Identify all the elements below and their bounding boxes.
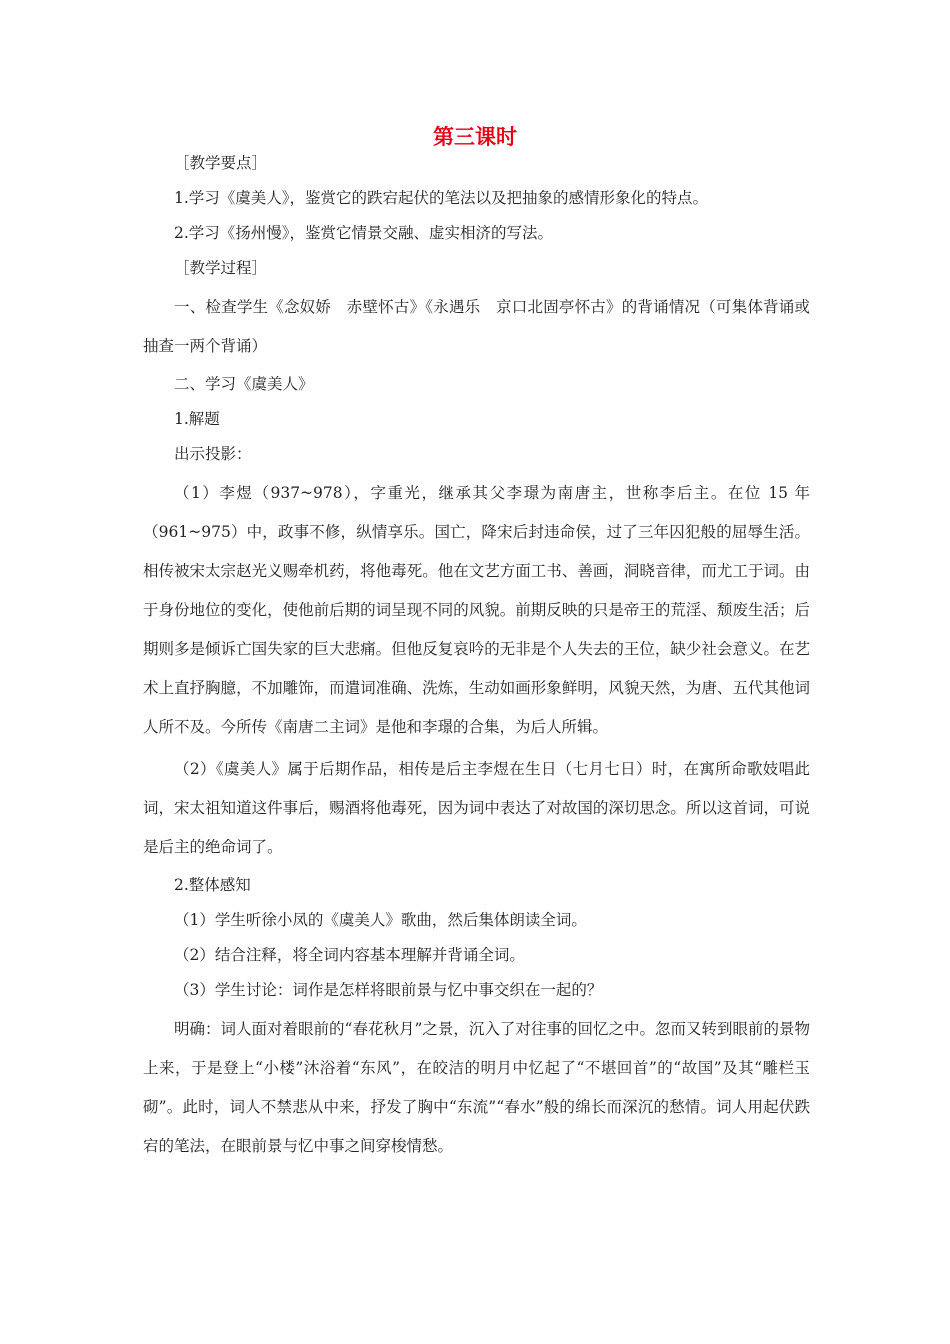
activity-2: （2）结合注释，将全词内容基本理解并背诵全词。 [174, 946, 525, 964]
key-point-1: 1.学习《虞美人》，鉴赏它的跌宕起伏的笔法以及把抽象的感情形象化的特点。 [174, 189, 709, 207]
document-body [143, 148, 810, 1169]
step-1-recitation-check: 一、检查学生《念奴娇 赤壁怀古》《永遇乐 京口北固亭怀古》的背诵情况（可集体背诵或抽查一两个背诵） [143, 298, 810, 355]
activity-3: （3）学生讨论：词作是怎样将眼前景与忆中事交织在一起的？ [174, 981, 603, 999]
subheading-overall-perception: 2.整体感知 [174, 876, 251, 894]
projection-label: 出示投影： [174, 445, 252, 463]
step-2-heading: 二、学习《虞美人》 [174, 375, 314, 393]
section-heading-process: ［教学过程］ [174, 259, 268, 277]
subheading-title-explanation: 1.解题 [174, 410, 220, 428]
activity-1: （1）学生听徐小凤的《虞美人》歌曲，然后集体朗读全词。 [174, 911, 587, 929]
author-introduction: （1）李煜（937~978），字重光，继承其父李璟为南唐主，世称李后主。在位 15 年（961~975）中，政事不修，纵情享乐。国亡，降宋后封违命侯，过了三年囚犯般的屈辱生活。相传被宋太宗赵光义赐牵机药，将他毒死。他在文艺方面工书、善画，洞晓音律，而尤工于词。由于身份地位的变化，使他前后期的词呈现不同的风貌。前期反映的只是帝王的荒淫、颓废生活；后期则多是倾诉亡国失家的巨大悲痛。但他反复哀吟的无非是个人失去的王位，缺少社会意义。在艺术上直抒胸臆，不加雕饰，而遣词准确、洗炼，生动如画形象鲜明，风貌天然，为唐、五代其他词人所不及。今所传《南唐二主词》是他和李璟的合集，为后人所辑。 [143, 484, 810, 736]
poem-background: （2）《虞美人》属于后期作品，相传是后主李煜在生日（七月七日）时，在寓所命歌妓唱此词，宋太祖知道这件事后，赐酒将他毒死，因为词中表达了对故国的深切思念。所以这首词，可说是后主的绝命词了。 [143, 760, 810, 856]
lesson-title: 第三课时 [433, 125, 517, 149]
key-point-2: 2.学习《扬州慢》，鉴赏它情景交融、虚实相济的写法。 [174, 224, 554, 242]
section-heading-key-points: ［教学要点］ [174, 154, 268, 172]
clarification-paragraph: 明确：词人面对着眼前的“春花秋月”之景，沉入了对往事的回忆之中。忽而又转到眼前的景物上来，于是登上“小楼”沐浴着“东风”，在皎洁的明月中忆起了“不堪回首”的“故国”及其“雕栏玉砌”。此时，词人不禁悲从中来，抒发了胸中“东流”“春水”般的绵长而深沉的愁情。词人用起伏跌宕的笔法，在眼前景与忆中事之间穿梭情愁。 [143, 1020, 810, 1155]
